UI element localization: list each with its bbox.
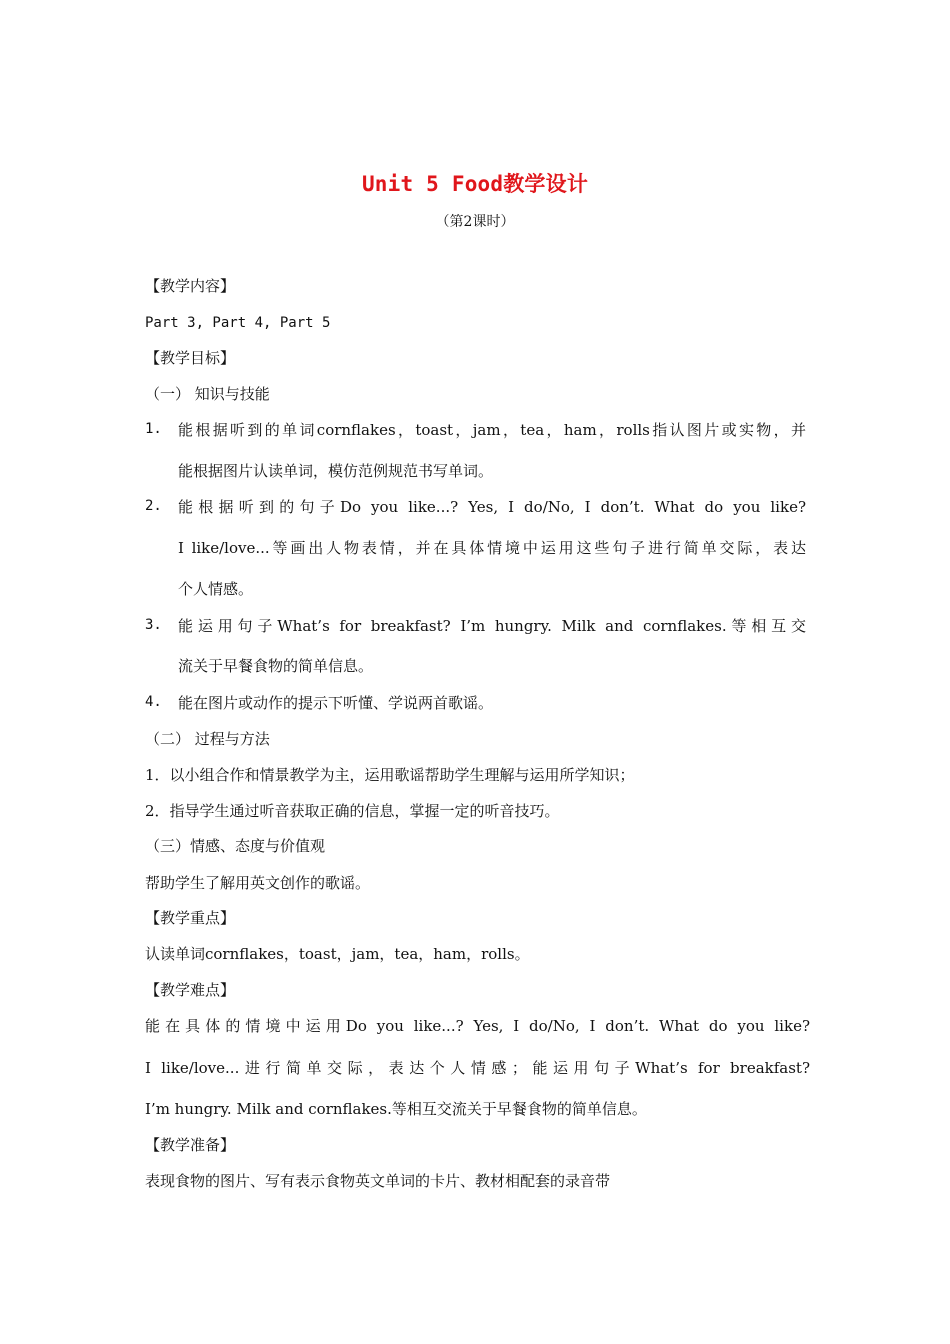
section-heading-content: 【教学内容】 — [145, 277, 236, 295]
goal-item-number: 1. — [145, 421, 162, 437]
goal-item-line: 能根据图片认读单词，模仿范例规范书写单词。 — [178, 462, 494, 480]
process-item: 2．指导学生通过听音获取正确的信息，掌握一定的听音技巧。 — [145, 802, 560, 820]
difficult-points-line: I’m hungry. Milk and cornflakes.等相互交流关于早餐食物的简单信息。 — [145, 1100, 647, 1118]
section-heading-preparation: 【教学准备】 — [145, 1136, 236, 1154]
goal-item-number: 2. — [145, 498, 162, 514]
section-heading-difficult-points: 【教学难点】 — [145, 981, 236, 999]
process-item: 1．以小组合作和情景教学为主，运用歌谣帮助学生理解与运用所学知识； — [145, 766, 635, 784]
subheading-knowledge: （一） 知识与技能 — [145, 385, 270, 403]
goal-item-number: 4. — [145, 694, 162, 710]
document-subtitle: （第2课时） — [435, 214, 515, 230]
goal-item-line: 能在图片或动作的提示下听懂、学说两首歌谣。 — [178, 694, 494, 712]
difficult-points-line: 能在具体的情境中运用Do you like...? Yes, I do/No, I don’t. What do you like? — [145, 1017, 810, 1035]
goal-item-line: I like/love...等画出人物表情，并在具体情境中运用这些句子进行简单交际，表达 — [178, 539, 806, 557]
goal-item-line: 能根据听到的单词cornflakes，toast，jam，tea，ham，rolls指认图片或实物，并 — [178, 421, 806, 439]
document-title: Unit 5 Food教学设计 — [361, 172, 589, 196]
section-heading-goals: 【教学目标】 — [145, 349, 236, 367]
preparation-text: 表现食物的图片、写有表示食物英文单词的卡片、教材相配套的录音带 — [145, 1172, 611, 1190]
goal-item-line: 流关于早餐食物的简单信息。 — [178, 657, 374, 675]
subheading-process: （二） 过程与方法 — [145, 730, 270, 748]
difficult-points-line: I like/love...进行简单交际，表达个人情感；能运用句子What’s for breakfast? — [145, 1059, 810, 1077]
goal-item-line: 能根据听到的句子Do you like...? Yes, I do/No, I don’t. What do you like? — [178, 498, 806, 516]
section-heading-key-points: 【教学重点】 — [145, 909, 236, 927]
goal-item-number: 3. — [145, 617, 162, 633]
content-text: Part 3, Part 4, Part 5 — [145, 315, 331, 331]
subheading-attitude: （三）情感、态度与价值观 — [145, 837, 326, 855]
goal-item-line: 个人情感。 — [178, 580, 254, 598]
goal-item-line: 能运用句子What’s for breakfast? I’m hungry. Milk and cornflakes.等相互交 — [178, 617, 806, 635]
attitude-text: 帮助学生了解用英文创作的歌谣。 — [145, 874, 371, 892]
key-points-text: 认读单词cornflakes，toast，jam，tea，ham，rolls。 — [145, 945, 530, 963]
